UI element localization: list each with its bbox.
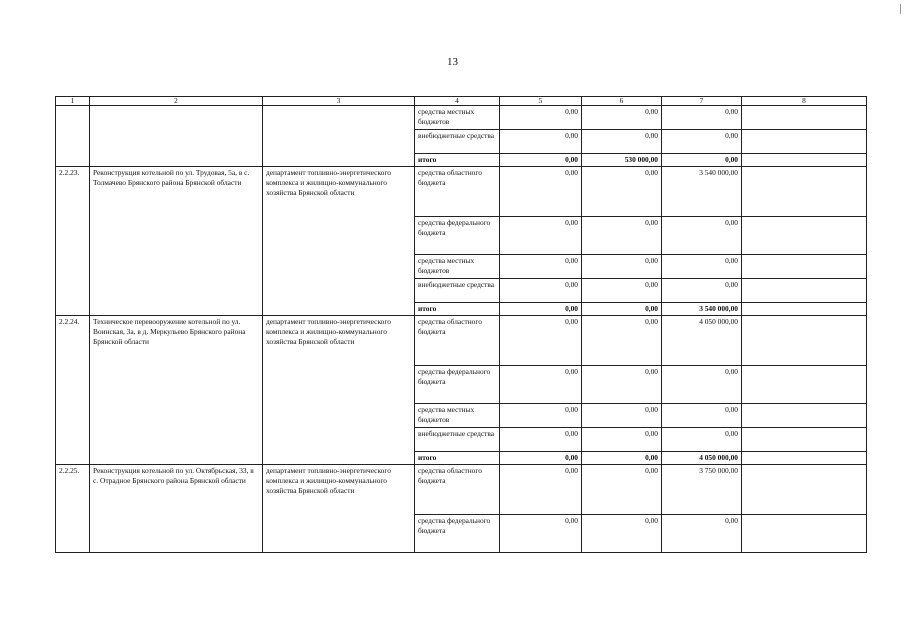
amount-col6: 0,00 — [582, 106, 662, 130]
funding-source: средства федерального бюджета — [415, 514, 500, 552]
item-number: 2.2.24. — [56, 315, 90, 464]
item-number — [56, 106, 90, 167]
funding-source: средства местных бюджетов — [415, 254, 500, 278]
amount-col7: 0,00 — [662, 278, 742, 302]
item-name — [90, 106, 263, 167]
funding-source: средства местных бюджетов — [415, 106, 500, 130]
funding-source: внебюджетные средства — [415, 427, 500, 451]
amount-col7: 0,00 — [662, 254, 742, 278]
funding-source: средства федерального бюджета — [415, 216, 500, 254]
amount-col7: 4 050 000,00 — [662, 315, 742, 365]
note-cell — [742, 154, 867, 167]
amount-col7: 0,00 — [662, 216, 742, 254]
amount-col5: 0,00 — [500, 315, 582, 365]
amount-col6: 0,00 — [582, 365, 662, 403]
funding-row — [56, 464, 867, 514]
amount-col6: 0,00 — [582, 254, 662, 278]
amount-col7: 0,00 — [662, 365, 742, 403]
item-name: Реконструкция котельной по ул. Трудовая, 5а, в с. Толмачево Брянского района Брянской области — [90, 166, 263, 315]
funding-source: внебюджетные средства — [415, 130, 500, 154]
note-cell — [742, 130, 867, 154]
amount-col7: 0,00 — [662, 514, 742, 552]
column-number: 7 — [662, 97, 742, 106]
column-number: 3 — [263, 97, 415, 106]
funding-source: внебюджетные средства — [415, 278, 500, 302]
amount-col7: 0,00 — [662, 154, 742, 167]
amount-col6: 0,00 — [582, 302, 662, 315]
amount-col6: 530 000,00 — [582, 154, 662, 167]
column-number: 6 — [582, 97, 662, 106]
amount-col6: 0,00 — [582, 464, 662, 514]
note-cell — [742, 451, 867, 464]
amount-col5: 0,00 — [500, 514, 582, 552]
amount-col5: 0,00 — [500, 278, 582, 302]
amount-col6: 0,00 — [582, 166, 662, 216]
note-cell — [742, 315, 867, 365]
amount-col6: 0,00 — [582, 130, 662, 154]
amount-col6: 0,00 — [582, 403, 662, 427]
funding-source: средства местных бюджетов — [415, 403, 500, 427]
amount-col6: 0,00 — [582, 514, 662, 552]
note-cell — [742, 302, 867, 315]
amount-col5: 0,00 — [500, 216, 582, 254]
note-cell — [742, 254, 867, 278]
amount-col5: 0,00 — [500, 302, 582, 315]
amount-col7: 4 050 000,00 — [662, 451, 742, 464]
amount-col5: 0,00 — [500, 254, 582, 278]
funding-row — [56, 315, 867, 365]
amount-col7: 3 540 000,00 — [662, 302, 742, 315]
amount-col6: 0,00 — [582, 278, 662, 302]
amount-col6: 0,00 — [582, 315, 662, 365]
item-name: Техническое перевооружение котельной по ул. Воинская, 3а, в д. Меркульево Брянского района Брянской области — [90, 315, 263, 464]
amount-col5: 0,00 — [500, 154, 582, 167]
column-number: 4 — [415, 97, 500, 106]
page-number: 13 — [447, 56, 458, 68]
funding-source: итого — [415, 154, 500, 167]
item-name: Реконструкция котельной по ул. Октябрьская, 33, в с. Отрадное Брянского района Брянской области — [90, 464, 263, 552]
item-number: 2.2.23. — [56, 166, 90, 315]
amount-col5: 0,00 — [500, 427, 582, 451]
funding-source: средства областного бюджета — [415, 315, 500, 365]
note-cell — [742, 427, 867, 451]
amount-col7: 3 540 000,00 — [662, 166, 742, 216]
column-number-row — [56, 97, 867, 106]
amount-col5: 0,00 — [500, 365, 582, 403]
funding-source: средства федерального бюджета — [415, 365, 500, 403]
item-executor: департамент топливно-энергетического комплекса и жилищно-коммунального хозяйства Брянской области — [263, 464, 415, 552]
amount-col5: 0,00 — [500, 451, 582, 464]
amount-col7: 0,00 — [662, 403, 742, 427]
note-cell — [742, 166, 867, 216]
amount-col7: 0,00 — [662, 130, 742, 154]
note-cell — [742, 365, 867, 403]
amount-col7: 3 750 000,00 — [662, 464, 742, 514]
item-executor: департамент топливно-энергетического комплекса и жилищно-коммунального хозяйства Брянской области — [263, 166, 415, 315]
amount-col7: 0,00 — [662, 427, 742, 451]
column-number: 5 — [500, 97, 582, 106]
amount-col6: 0,00 — [582, 451, 662, 464]
amount-col5: 0,00 — [500, 130, 582, 154]
item-executor — [263, 106, 415, 167]
scan-edge-mark — [900, 4, 901, 14]
note-cell — [742, 514, 867, 552]
note-cell — [742, 403, 867, 427]
column-number: 8 — [742, 97, 867, 106]
note-cell — [742, 216, 867, 254]
item-number: 2.2.25. — [56, 464, 90, 552]
amount-col5: 0,00 — [500, 464, 582, 514]
column-number: 1 — [56, 97, 90, 106]
funding-source: итого — [415, 302, 500, 315]
table-body — [56, 97, 867, 553]
item-executor: департамент топливно-энергетического комплекса и жилищно-коммунального хозяйства Брянской области — [263, 315, 415, 464]
note-cell — [742, 278, 867, 302]
column-number: 2 — [90, 97, 263, 106]
amount-col6: 0,00 — [582, 427, 662, 451]
amount-col5: 0,00 — [500, 403, 582, 427]
funding-row — [56, 166, 867, 216]
amount-col5: 0,00 — [500, 106, 582, 130]
note-cell — [742, 106, 867, 130]
note-cell — [742, 464, 867, 514]
funding-source: средства областного бюджета — [415, 166, 500, 216]
amount-col5: 0,00 — [500, 166, 582, 216]
budget-table — [55, 96, 867, 553]
funding-source: итого — [415, 451, 500, 464]
amount-col6: 0,00 — [582, 216, 662, 254]
funding-row — [56, 106, 867, 130]
amount-col7: 0,00 — [662, 106, 742, 130]
funding-source: средства областного бюджета — [415, 464, 500, 514]
